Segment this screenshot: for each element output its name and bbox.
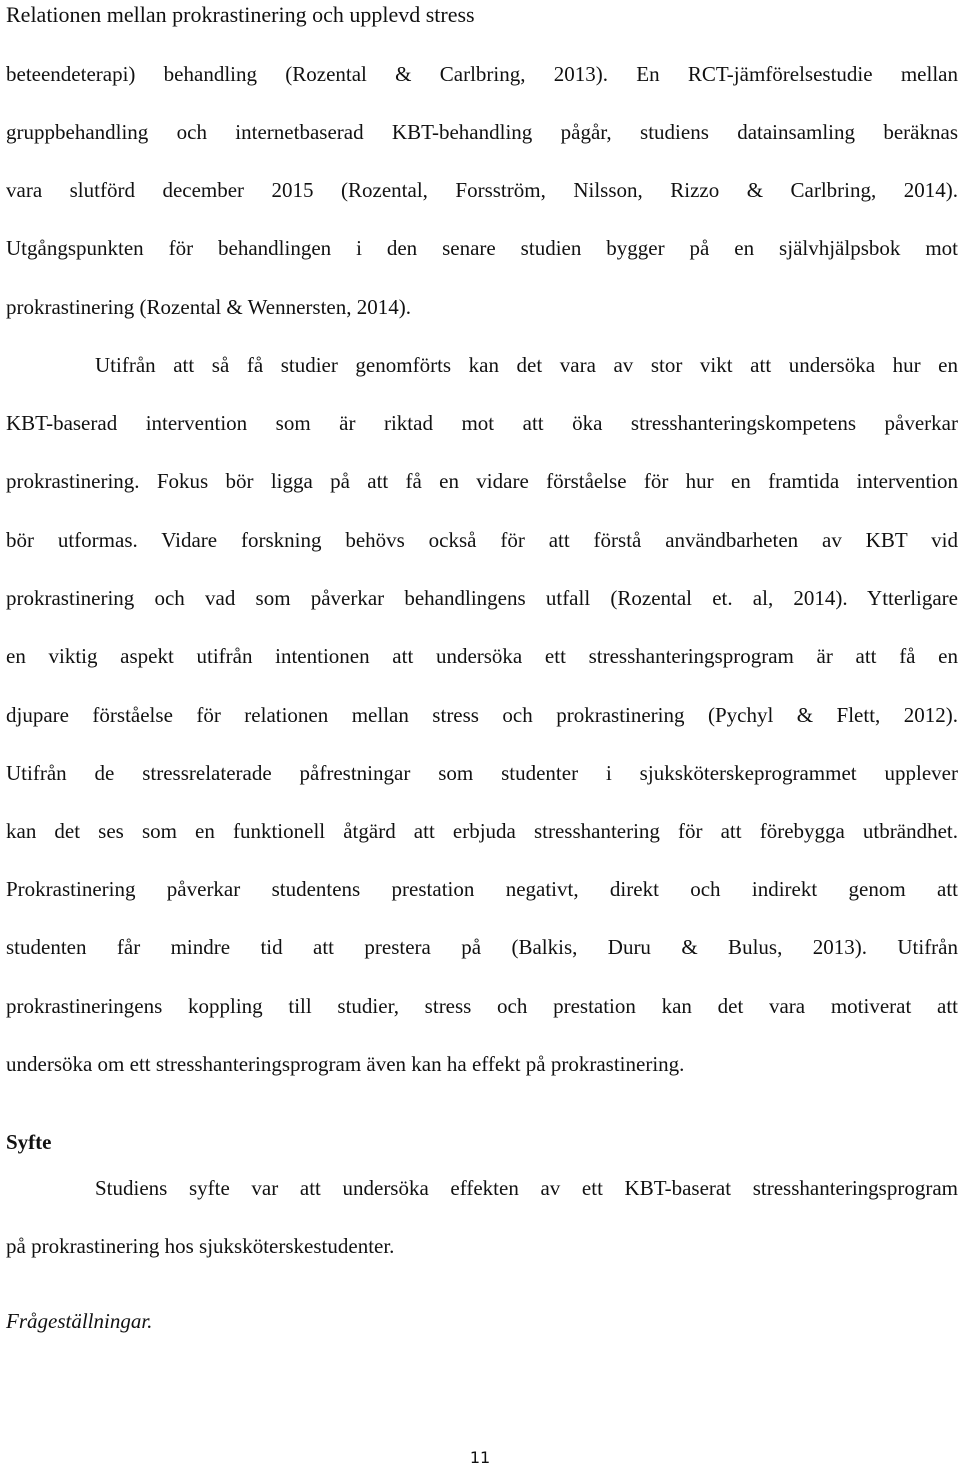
paragraph-2-line-3: prokrastinering. Fokus bör ligga på att få en vidare förståelse för hur en framtida intervention xyxy=(6,469,958,493)
paragraph-2-line-4: bör utformas. Vidare forskning behövs också för att förstå användbarheten av KBT vid xyxy=(6,528,958,552)
paragraph-1-line-4: Utgångspunkten för behandlingen i den senare studien bygger på en självhjälpsbok mot xyxy=(6,236,958,260)
paragraph-2-line-1: Utifrån att så få studier genomförts kan det vara av stor vikt att undersöka hur en xyxy=(95,353,958,377)
paragraph-1-line-5: prokrastinering (Rozental & Wennersten, 2014). xyxy=(6,295,411,319)
paragraph-2-line-6: en viktig aspekt utifrån intentionen att undersöka ett stresshanteringsprogram är att få en xyxy=(6,644,958,668)
paragraph-2-line-2: KBT-baserad intervention som är riktad mot att öka stresshanteringskompetens påverkar xyxy=(6,411,958,435)
paragraph-1-line-1: beteendeterapi) behandling (Rozental & Carlbring, 2013). En RCT-jämförelsestudie mellan xyxy=(6,62,958,86)
paragraph-2-line-5: prokrastinering och vad som påverkar behandlingens utfall (Rozental et. al, 2014). Ytterligare xyxy=(6,586,958,610)
section-heading-fragestallningar: Frågeställningar. xyxy=(6,1309,153,1333)
section-heading-syfte: Syfte xyxy=(6,1130,52,1154)
paragraph-2-line-10: Prokrastinering påverkar studentens prestation negativt, direkt och indirekt genom att xyxy=(6,877,958,901)
paragraph-2-line-11: studenten får mindre tid att prestera på (Balkis, Duru & Bulus, 2013). Utifrån xyxy=(6,935,958,959)
paragraph-2-line-8: Utifrån de stressrelaterade påfrestningar som studenter i sjuksköterskeprogrammet upplever xyxy=(6,761,958,785)
syfte-line-2: på prokrastinering hos sjuksköterskestudenter. xyxy=(6,1234,395,1258)
page-number: 11 xyxy=(469,1448,491,1467)
syfte-line-1: Studiens syfte var att undersöka effekten av ett KBT-baserat stresshanteringsprogram xyxy=(95,1176,958,1200)
paragraph-2-line-7: djupare förståelse för relationen mellan stress och prokrastinering (Pychyl & Flett, 2012). xyxy=(6,703,958,727)
running-header: Relationen mellan prokrastinering och upplevd stress xyxy=(6,2,475,27)
paragraph-2-line-13: undersöka om ett stresshanteringsprogram även kan ha effekt på prokrastinering. xyxy=(6,1052,685,1076)
paragraph-2-line-9: kan det ses som en funktionell åtgärd att erbjuda stresshantering för att förebygga utbrändhet. xyxy=(6,819,958,843)
paragraph-1-line-3: vara slutförd december 2015 (Rozental, Forsström, Nilsson, Rizzo & Carlbring, 2014). xyxy=(6,178,958,202)
paragraph-2-line-12: prokrastineringens koppling till studier, stress och prestation kan det vara motiverat att xyxy=(6,994,958,1018)
paragraph-1-line-2: gruppbehandling och internetbaserad KBT-behandling pågår, studiens datainsamling beräknas xyxy=(6,120,958,144)
